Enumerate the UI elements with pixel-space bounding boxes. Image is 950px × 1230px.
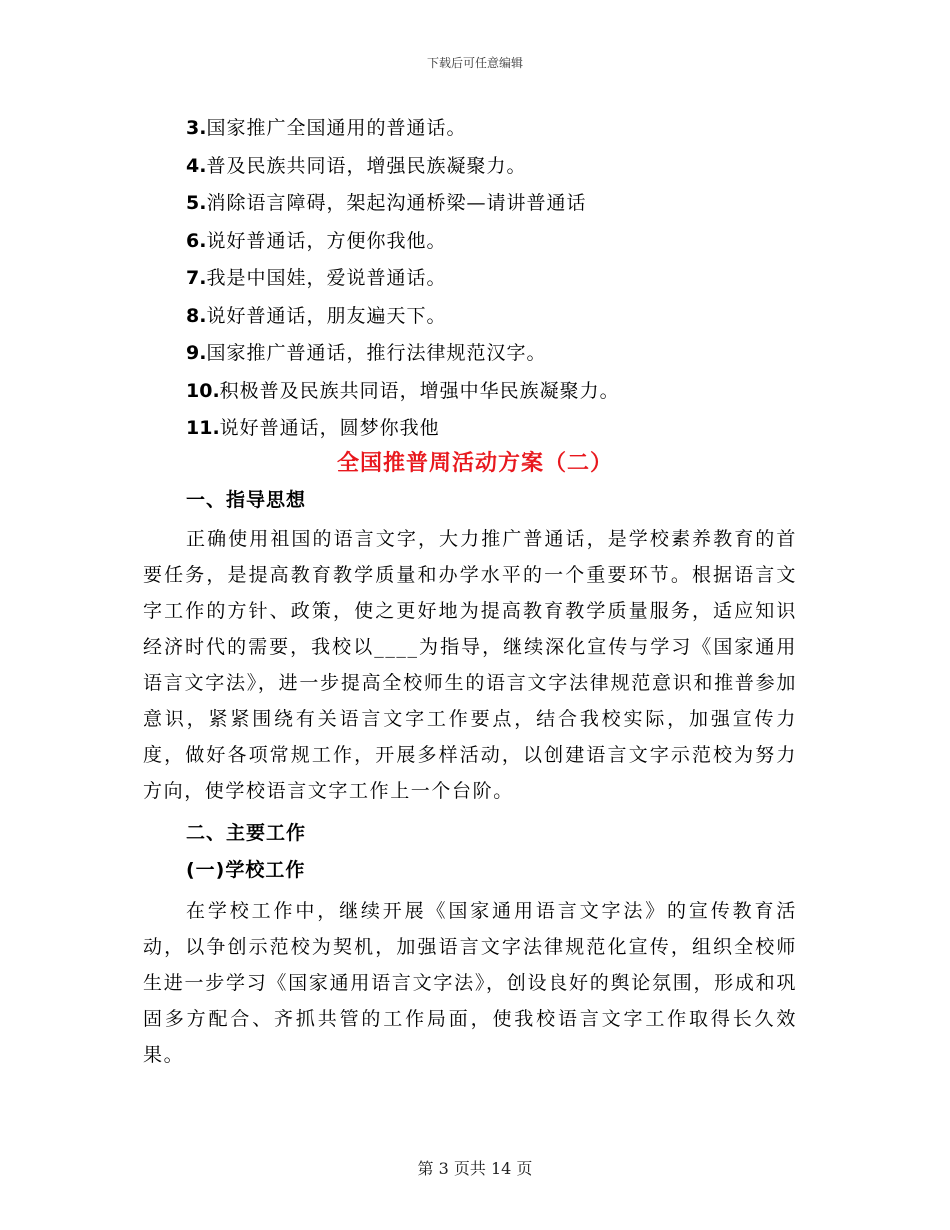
heading-school-work: (一)学校工作 (186, 859, 306, 881)
item-number: 5. (186, 192, 207, 214)
list-item (186, 373, 826, 411)
item-text: 国家推广普通话，推行法律规范汉字。 (206, 342, 547, 364)
heading-guiding-ideology: 一、指导思想 (186, 489, 307, 511)
item-text: 消除语言障碍，架起沟通桥梁—请讲普通话 (206, 192, 587, 214)
item-number: 7. (186, 267, 207, 289)
item-number: 4. (186, 154, 207, 177)
item-number: 8. (186, 304, 207, 327)
list-item (186, 335, 826, 373)
item-text: 说好普通话，圆梦你我他 (219, 417, 440, 439)
list-item (186, 185, 826, 223)
item-text: 普及民族共同语，增强民族凝聚力。 (206, 154, 527, 177)
item-number: 6. (186, 229, 207, 252)
paragraph-school-work: 在学校工作中，继续开展《国家通用语言文字法》的宣传教育活动，以争创示范校为契机，加强语言文字法律规范化宣传，组织全校师生进一步学习《国家通用语言文字法》，创设良好的舆论氛围，形成和巩固多方配合、齐抓共管的工作局面，使我校语言文字工作取得长久效果。 (143, 900, 797, 1066)
heading-main-work: 二、主要工作 (186, 822, 307, 844)
list-item (186, 260, 826, 298)
list-item (186, 148, 826, 186)
paragraph-guiding-ideology: 正确使用祖国的语言文字，大力推广普通话，是学校素养教育的首要任务，是提高教育教学质量和办学水平的一个重要环节。根据语言文字工作的方针、政策，使之更好地为提高教育教学质量服务，适应知识经济时代的需要，我校以____为指导，继续深化宣传与学习《国家通用语言文字法》，进一步提高全校师生的语言文字法律规范意识和推普参加意识，紧紧围绕有关语言文字工作要点，结合我校实际，加强宣传力度，做好各项常规工作，开展多样活动，以创建语言文字示范校为努力方向，使学校语言文字工作上一个台阶。 (143, 528, 797, 802)
page-footer: 第 3 页共 14 页 (417, 1159, 533, 1178)
item-text: 说好普通话，方便你我他。 (206, 229, 447, 252)
page-header: 下载后可任意编辑 (426, 56, 523, 70)
item-number: 11. (186, 417, 220, 439)
item-text: 积极普及民族共同语，增强中华民族凝聚力。 (219, 379, 620, 402)
list-item (186, 298, 826, 336)
item-text: 国家推广全国通用的普通话。 (206, 117, 467, 139)
list-item (186, 410, 826, 448)
slogan-list (186, 110, 826, 448)
item-text: 说好普通话，朋友遍天下。 (206, 304, 447, 327)
section-title: 全国推普周活动方案（二） (336, 451, 613, 476)
item-text: 我是中国娃，爱说普通话。 (206, 267, 447, 289)
list-item (186, 110, 826, 148)
list-item (186, 223, 826, 261)
item-number: 10. (186, 379, 220, 402)
item-number: 9. (186, 342, 207, 364)
item-number: 3. (186, 117, 207, 139)
